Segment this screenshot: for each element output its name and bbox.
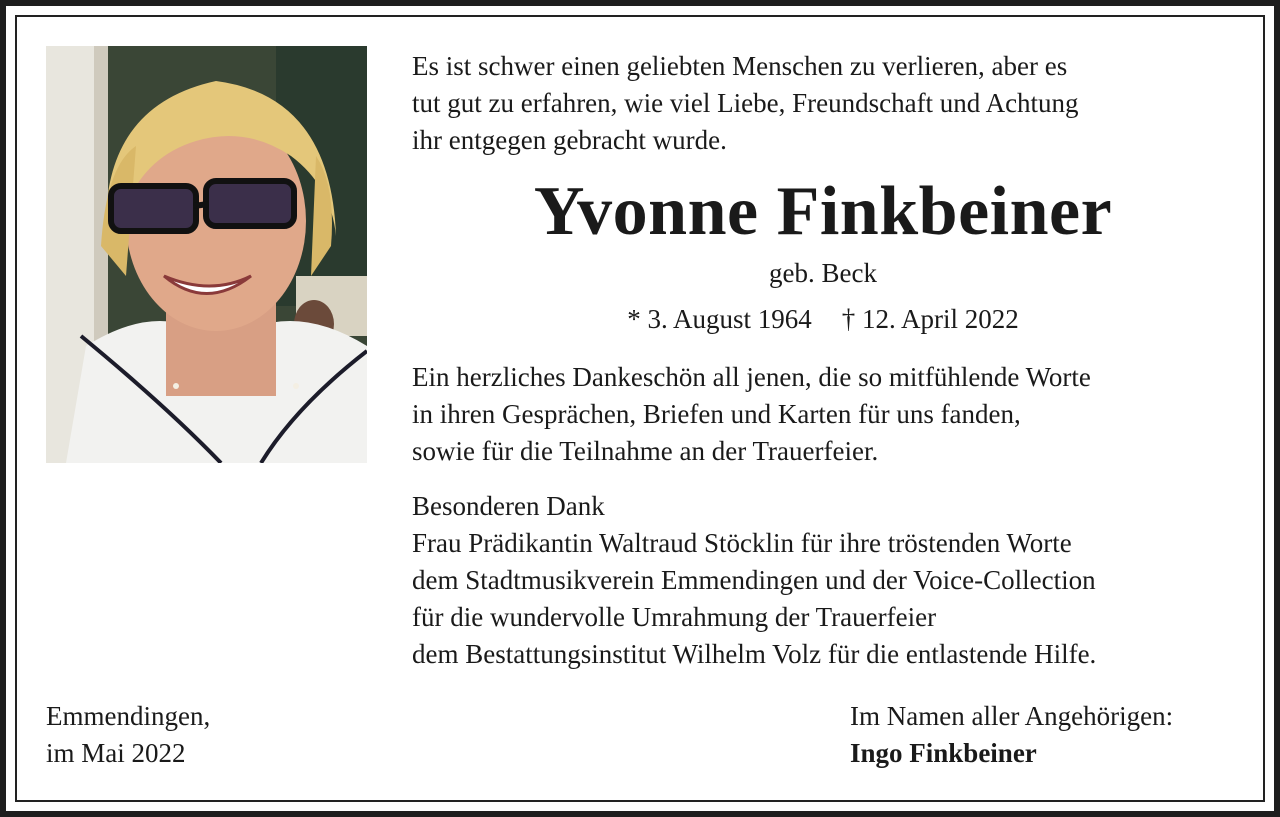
signature (850, 698, 1173, 772)
thanks-line: Ein herzliches Dankeschön all jenen, die so mitfühlende Worte (412, 362, 1091, 392)
death-date: † 12. April 2022 (841, 304, 1019, 334)
place-date (46, 698, 210, 772)
place-city: Emmendingen, (46, 701, 211, 731)
special-thanks-line: für die wundervolle Umrahmung der Trauerfeier (412, 602, 937, 632)
special-thanks-line: dem Stadtmusikverein Emmendingen und der Voice-Collection (412, 565, 1096, 595)
signature-name: Ingo Finkbeiner (850, 738, 1037, 768)
thanks-line: in ihren Gesprächen, Briefen und Karten für uns fanden, (412, 399, 1021, 429)
place-date-text: im Mai 2022 (46, 738, 186, 768)
born-name: geb. Beck (769, 258, 877, 288)
birth-date: * 3. August 1964 (627, 304, 812, 334)
deceased-name: Yvonne Finkbeiner (533, 173, 1113, 250)
intro-line: Es ist schwer einen geliebten Menschen zu verlieren, aber es (412, 51, 1068, 81)
life-dates (412, 301, 1234, 338)
special-thanks (412, 488, 1096, 673)
thanks-line: sowie für die Teilnahme an der Trauerfeier. (412, 436, 879, 466)
intro-line: tut gut zu erfahren, wie viel Liebe, Freundschaft und Achtung (412, 88, 1079, 118)
intro-line: ihr entgegen gebracht wurde. (412, 125, 727, 155)
special-thanks-line: dem Bestattungsinstitut Wilhelm Volz für die entlastende Hilfe. (412, 639, 1097, 669)
signature-label: Im Namen aller Angehörigen: (850, 701, 1174, 731)
thanks-text (412, 359, 1091, 470)
special-thanks-line: Frau Prädikantin Waltraud Stöcklin für ihre tröstenden Worte (412, 528, 1072, 558)
special-thanks-heading: Besonderen Dank (412, 491, 605, 521)
portrait-photo (46, 46, 367, 463)
intro-text (412, 48, 1079, 159)
